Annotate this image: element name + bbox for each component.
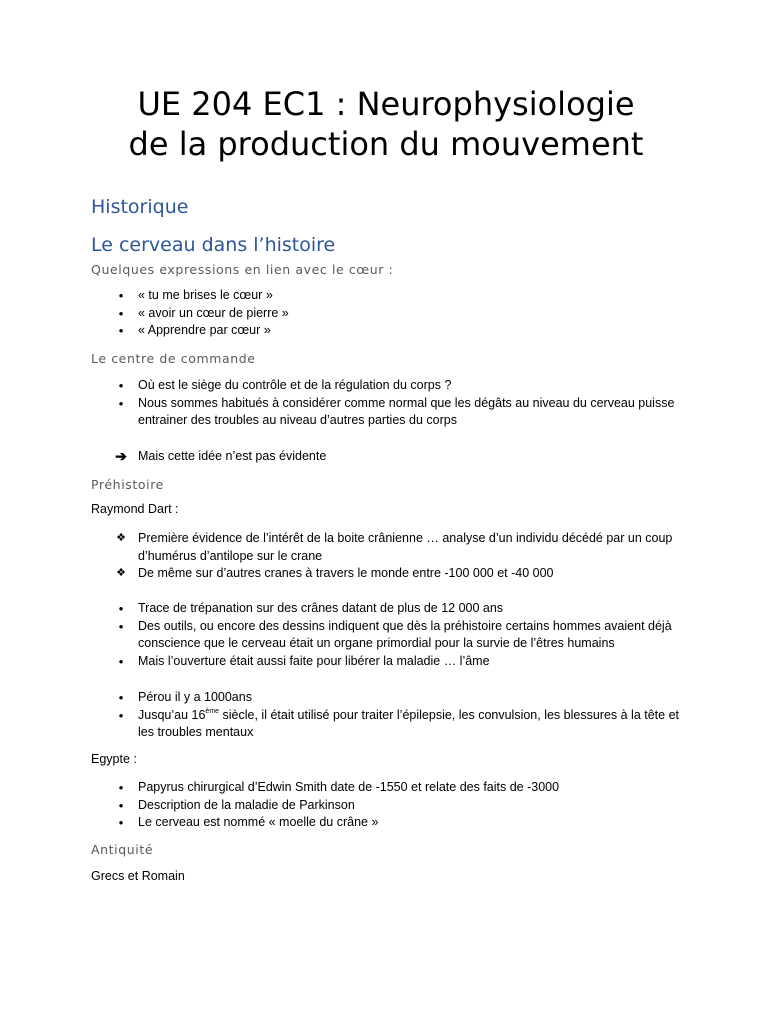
title-line-2: de la production du mouvement [128,125,644,163]
diamond-bullet-icon: ❖ [116,567,126,579]
subheading-antiquite: Antiquité [91,842,154,857]
dart-list [91,530,681,583]
bullet-icon: • [118,707,124,723]
list-item: • Description de la maladie de Parkinson [91,797,681,815]
bullet-icon: • [118,618,124,634]
list-item: • Nous sommes habitués à considérer comme normal que les dégâts au niveau du cerveau puisse entrainer des troubles au niveau d’autres parties du corps [91,395,681,430]
list-item: ➔ Mais cette idée n’est pas évidente [91,448,681,466]
bullet-icon: • [118,780,124,795]
list-item: • « tu me brises le cœur » [91,287,681,305]
title-line-1: UE 204 EC1 : Neurophysiologie [137,85,635,123]
document-title [91,84,681,164]
list-item: • Mais l’ouverture était aussi faite pour libérer la maladie … l’âme [91,653,681,671]
bullet-icon: • [118,305,124,321]
bullet-icon: • [118,690,124,705]
list-item: • « Apprendre par cœur » [91,322,681,340]
document-page [91,84,681,883]
subheading-expressions: Quelques expressions en lien avec le cœur : [91,262,394,277]
bullet-icon: • [118,395,124,411]
heading-cerveau: Le cerveau dans l’histoire [91,234,336,256]
centre-arrow-list [91,448,681,466]
list-item: • Papyrus chirurgical d’Edwin Smith date de -1550 et relate des faits de -3000 [91,779,681,797]
egypte-label: Egypte : [91,752,137,766]
list-item: • Des outils, ou encore des dessins indiquent que dès la préhistoire certains hommes avaient déjà conscience que le cerveau était un organe primordial pour la survie de l’êtres humains [91,618,681,653]
list-item: • Le cerveau est nommé « moelle du crâne » [91,814,681,832]
list-item: • « avoir un cœur de pierre » [91,305,681,323]
raymond-label: Raymond Dart : [91,502,179,516]
bullet-icon: • [118,323,124,338]
egypte-list [91,779,681,832]
expressions-list [91,287,681,340]
list-item: • Pérou il y a 1000ans [91,689,681,707]
list-item: • Trace de trépanation sur des crânes datant de plus de 12 000 ans [91,600,681,618]
bullet-icon: • [118,288,124,303]
arrow-right-icon: ➔ [115,448,127,464]
list-item: ❖ Première évidence de l’intérêt de la boite crânienne … analyse d’un individu décédé par un coup d’humérus d’antilope sur le crane [91,530,681,565]
diamond-bullet-icon: ❖ [116,532,126,544]
grecs-label: Grecs et Romain [91,869,185,883]
perou-list [91,689,681,742]
subheading-centre: Le centre de commande [91,351,256,366]
centre-list [91,377,681,430]
trepanation-list [91,600,681,670]
bullet-icon: • [118,815,124,830]
heading-historique: Historique [91,196,189,218]
list-item: • Où est le siège du contrôle et de la régulation du corps ? [91,377,681,395]
list-item: ❖ De même sur d’autres cranes à travers le monde entre -100 000 et -40 000 [91,565,681,583]
bullet-icon: • [118,378,124,393]
subheading-prehistoire: Préhistoire [91,477,164,492]
bullet-icon: • [118,601,124,616]
list-item: • Jusqu’au 16ème siècle, il était utilisé pour traiter l’épilepsie, les convulsion, les blessures à la tête et les troubles mentaux [91,707,681,742]
bullet-icon: • [118,797,124,813]
bullet-icon: • [118,653,124,669]
